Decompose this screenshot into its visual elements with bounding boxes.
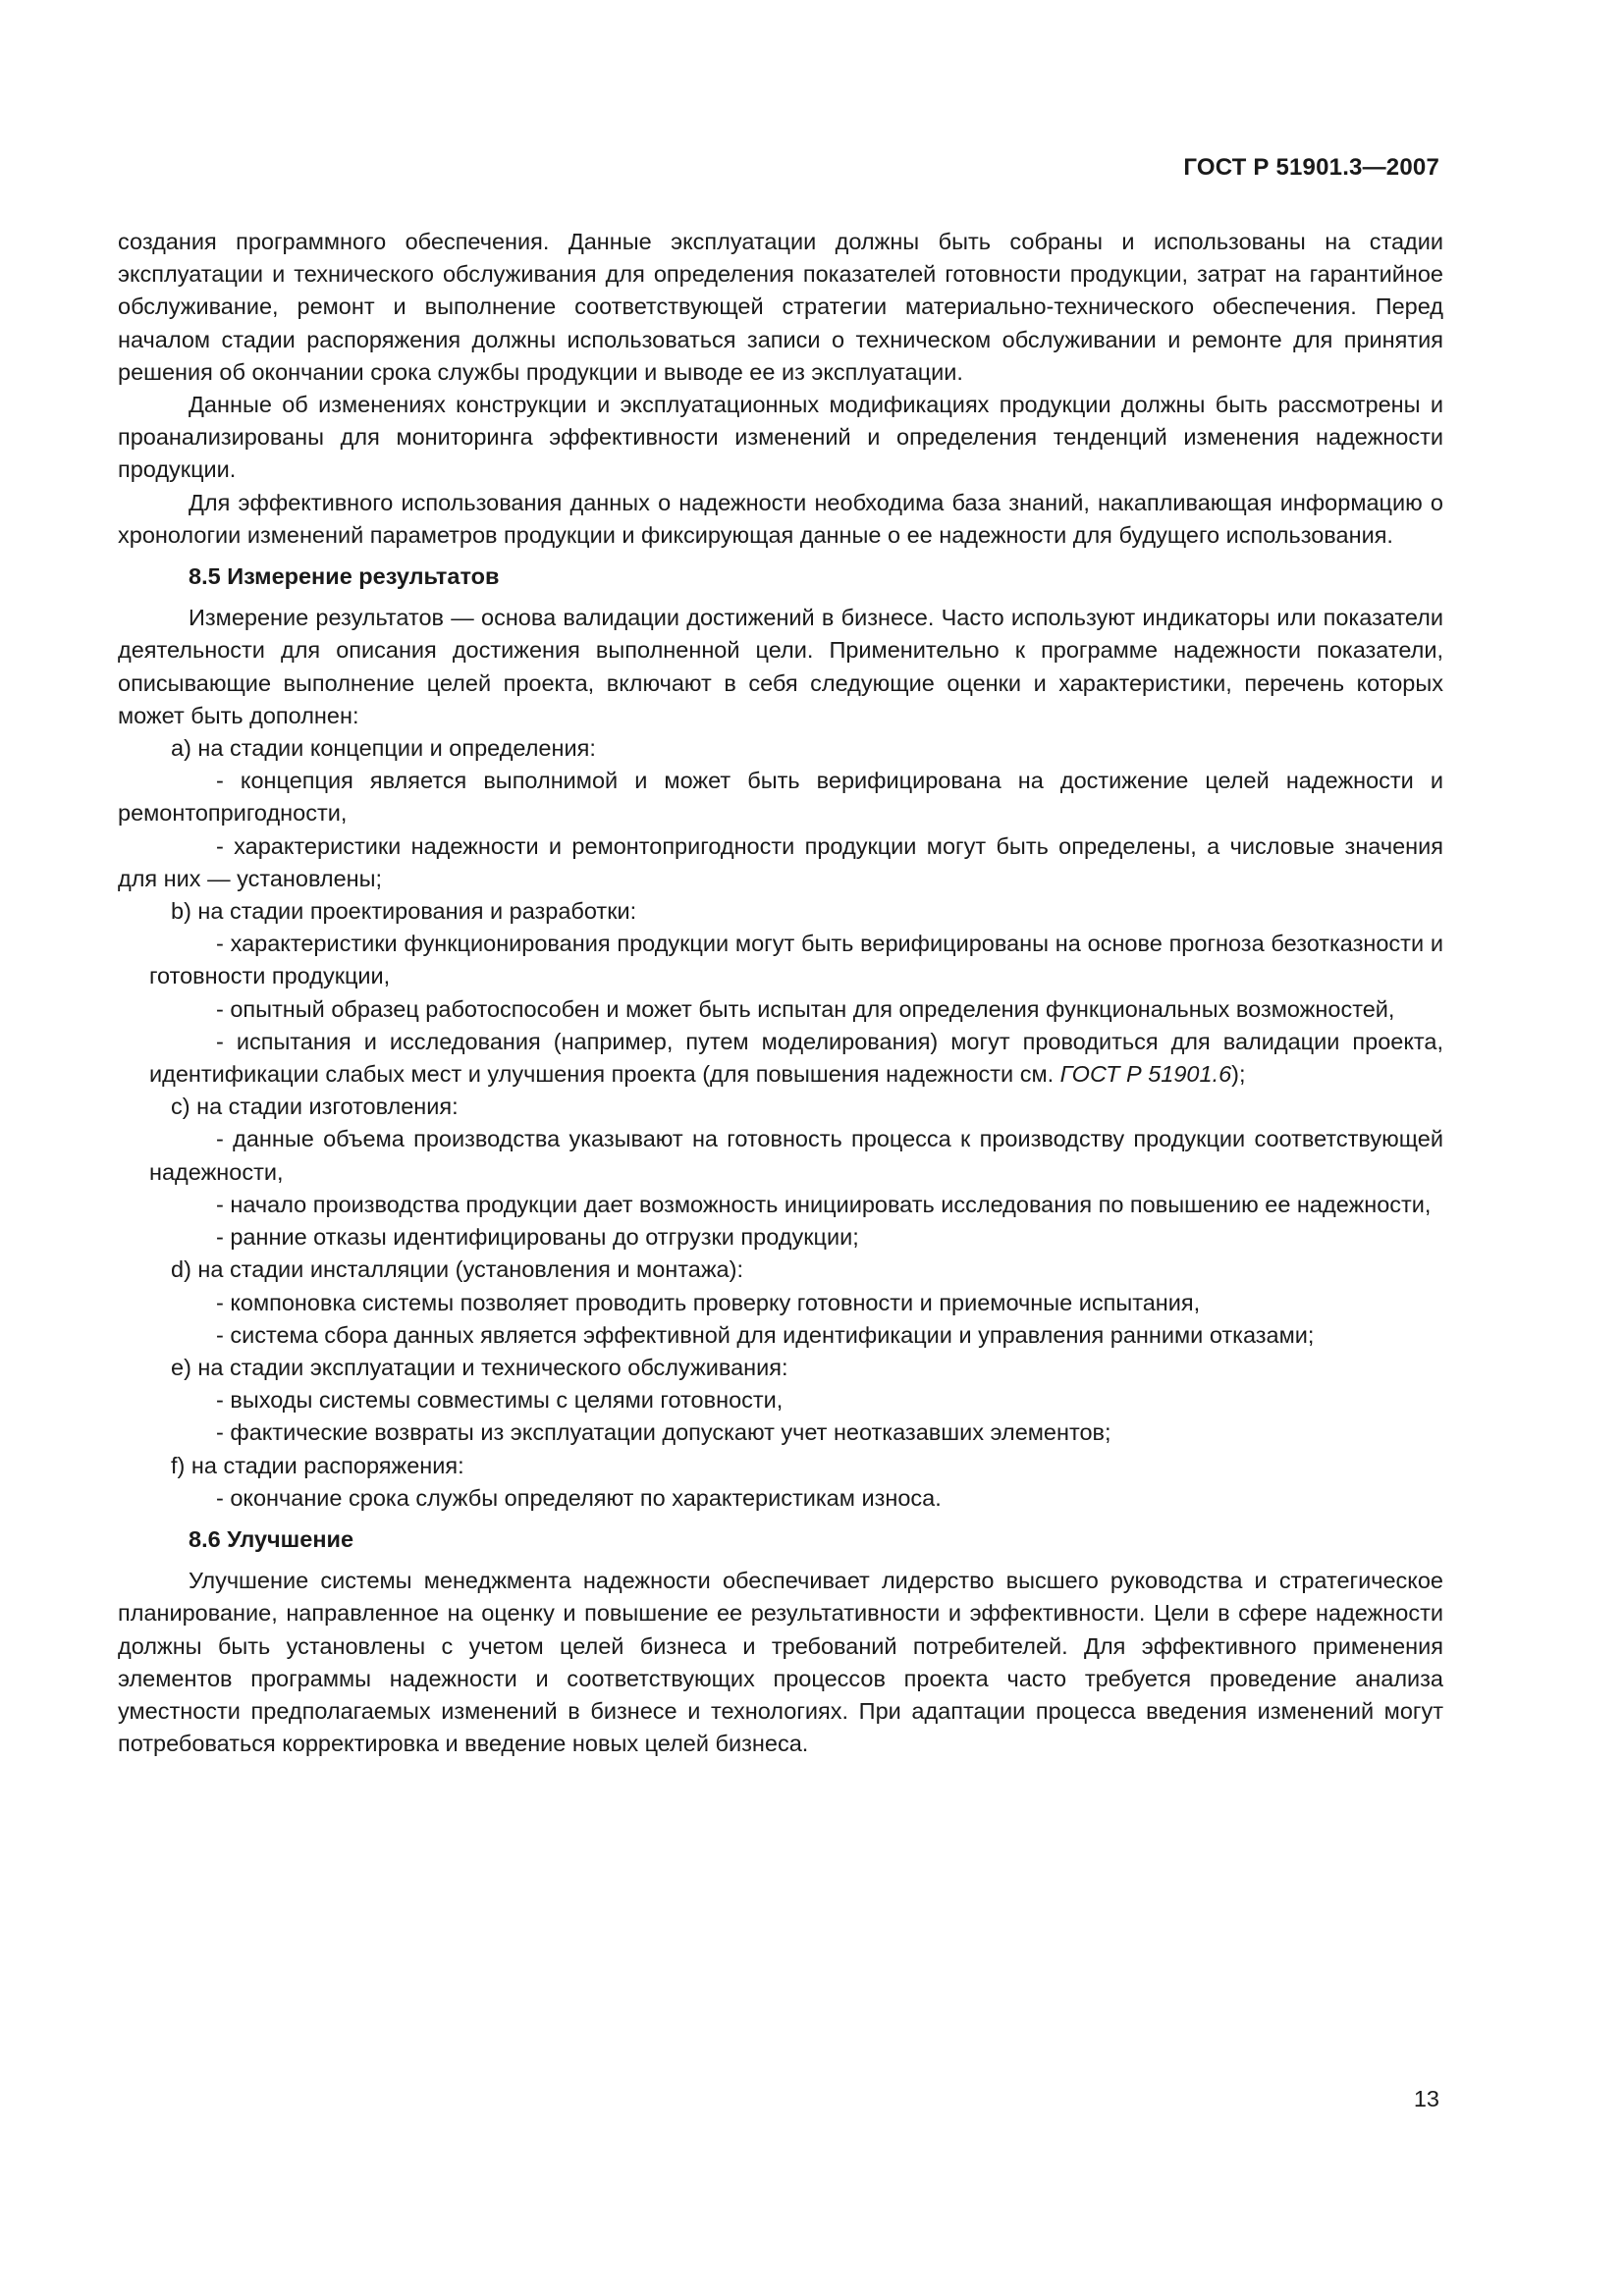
- list-subitem-d1: - компоновка системы позволяет проводить проверку готовности и приемочные испытания,: [216, 1289, 1201, 1315]
- list-item-a: a) на стадии концепции и определения:: [171, 735, 596, 762]
- list-subitem-b3-end: );: [1231, 1061, 1246, 1088]
- list-item-d: d) на стадии инсталляции (установления и монтажа):: [171, 1256, 743, 1283]
- list-subitem-a1: - концепция является выполнимой и может быть верифицирована на достижение целей надежности и ремонтопригодности,: [118, 768, 1443, 827]
- list-item-e: e) на стадии эксплуатации и технического обслуживания:: [171, 1354, 788, 1380]
- list-item-c: c) на стадии изготовления:: [171, 1094, 459, 1120]
- list-subitem-c3: - ранние отказы идентифицированы до отгрузки продукции;: [216, 1224, 859, 1251]
- list-subitem-b3: [118, 1026, 1443, 1091]
- document-header: ГОСТ Р 51901.3—2007: [1183, 154, 1439, 181]
- intro-paragraph-2: Данные об изменениях конструкции и эксплуатационных модификациях продукции должны быть рассмотрены и проанализированы для мониторинга эффективности изменений и определения тенденций изменения надежности продукции.: [118, 392, 1443, 483]
- section-8-5-heading: 8.5 Измерение результатов: [189, 563, 500, 590]
- standard-reference: ГОСТ Р 51901.6: [1059, 1061, 1232, 1088]
- document-body: [118, 226, 1443, 1760]
- list-item-b: b) на стадии проектирования и разработки:: [171, 898, 637, 925]
- list-subitem-f1: - окончание срока службы определяют по характеристикам износа.: [216, 1484, 942, 1511]
- list-subitem-b1: - характеристики функционирования продукции могут быть верифицированы на основе прогноза безотказности и готовности продукции,: [149, 931, 1443, 989]
- section-8-6-text: Улучшение системы менеджмента надежности обеспечивает лидерство высшего руководства и стратегическое планирование, направленное на оценку и повышение ее результативности и эффективности. Цели в сфере надежности должны быть установлены с учетом целей бизнеса и требований потребителей. Для эффективного применения элементов программы надежности и соответствующих процессов проекта часто требуется проведение анализа уместности предполагаемых изменений в бизнесе и технологиях. При адаптации процесса введения изменений могут потребоваться корректировка и введение новых целей бизнеса.: [118, 1568, 1443, 1757]
- list-item-f: f) на стадии распоряжения:: [171, 1452, 464, 1478]
- section-8-5-intro: Измерение результатов — основа валидации достижений в бизнесе. Часто используют индикаторы или показатели деятельности для описания достижения выполненной цели. Применительно к программе надежности показатели, описывающие выполнение целей проекта, включают в себя следующие оценки и характеристики, перечень которых может быть дополнен:: [118, 605, 1443, 728]
- list-subitem-e1: - выходы системы совместимы с целями готовности,: [216, 1387, 784, 1414]
- intro-paragraph-3: Для эффективного использования данных о надежности необходима база знаний, накапливающая информацию о хронологии изменений параметров продукции и фиксирующая данные о ее надежности для будущего использования.: [118, 489, 1443, 548]
- list-subitem-a2: - характеристики надежности и ремонтопригодности продукции могут быть определены, а числовые значения для них — установлены;: [118, 832, 1443, 891]
- page-number: 13: [1413, 2086, 1439, 2111]
- intro-paragraph-1: создания программного обеспечения. Данные эксплуатации должны быть собраны и использованы на стадии эксплуатации и технического обслуживания для определения показателей готовности продукции, затрат на гарантийное обслуживание, ремонт и выполнение соответствующей стратегии материально-технического обеспечения. Перед началом стадии распоряжения должны использоваться записи о техническом обслуживании и ремонте для принятия решения об окончании срока службы продукции и выводе ее из эксплуатации.: [118, 229, 1443, 385]
- list-subitem-c2: - начало производства продукции дает возможность инициировать исследования по повышению ее надежности,: [216, 1191, 1432, 1217]
- list-subitem-d2: - система сбора данных является эффективной для идентификации и управления ранними отказами;: [216, 1321, 1315, 1348]
- section-8-6-heading: 8.6 Улучшение: [189, 1525, 354, 1552]
- list-subitem-b3-text: - испытания и исследования (например, путем моделирования) могут проводиться для валидации проекта, идентификации слабых мест и улучшения проекта (для повышения надежности см.: [149, 1028, 1443, 1088]
- list-subitem-e2: - фактические возвраты из эксплуатации допускают учет неотказавших элементов;: [216, 1419, 1111, 1446]
- list-subitem-c1: - данные объема производства указывают на готовность процесса к производству продукции соответствующей надежности,: [149, 1126, 1443, 1185]
- list-subitem-b2: - опытный образец работоспособен и может быть испытан для определения функциональных возможностей,: [216, 995, 1395, 1022]
